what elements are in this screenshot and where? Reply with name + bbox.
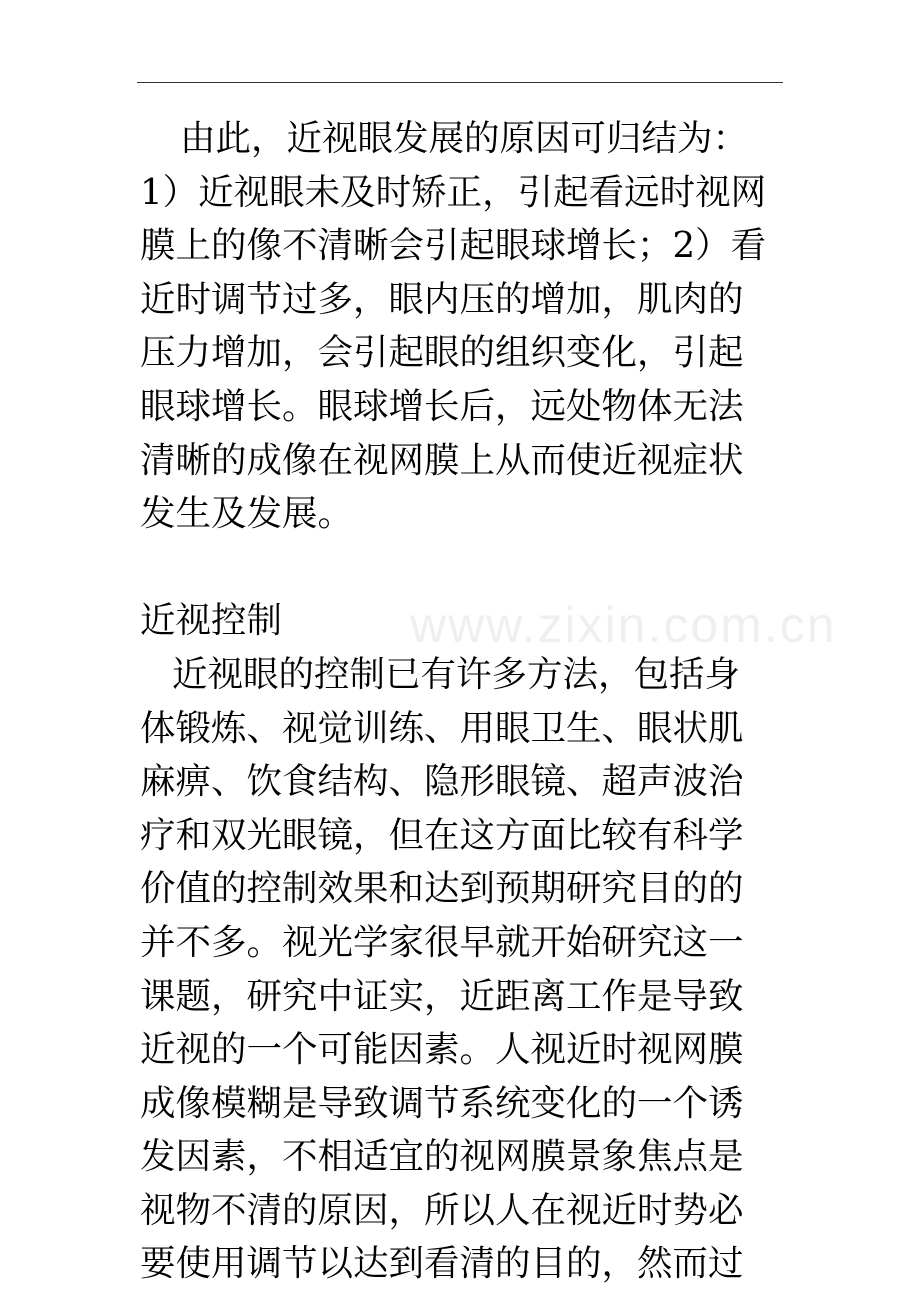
paragraph-2-line-3: 麻痹、饮食结构、隐形眼镜、超声波治: [140, 761, 744, 803]
paragraph-2-line-1: 近视眼的控制已有许多方法，包括身: [172, 653, 741, 695]
header-rule: [137, 82, 783, 83]
paragraph-1-line-3: 膜上的像不清晰会引起眼球增长；2）看: [140, 225, 767, 267]
paragraph-2-line-7: 课题，研究中证实，近距离工作是导致: [140, 975, 744, 1017]
paragraph-1-line-1: 由此，近视眼发展的原因可归结为：: [180, 118, 749, 159]
watermark: www.zixin.com.cn: [410, 597, 837, 653]
paragraph-2-line-8: 近视的一个可能因素。人视近时视网膜: [140, 1029, 744, 1071]
paragraph-1-line-4: 近时调节过多，眼内压的增加，肌肉的: [140, 278, 744, 320]
paragraph-2-line-2: 体锻炼、视觉训练、用眼卫生、眼状肌: [140, 707, 744, 749]
paragraph-1-line-2: 1）近视眼未及时矫正，引起看远时视网: [140, 171, 767, 213]
paragraph-1-line-5: 压力增加，会引起眼的组织变化，引起: [140, 332, 744, 374]
paragraph-1-line-8: 发生及发展。: [140, 493, 354, 535]
document-body: [140, 112, 780, 1291]
paragraph-2-line-5: 价值的控制效果和达到预期研究目的的: [140, 868, 744, 910]
blank-line: [140, 541, 780, 595]
paragraph-2-line-10: 发因素，不相适宜的视网膜景象焦点是: [140, 1136, 744, 1178]
paragraph-2-line-12: 要使用调节以达到看清的目的，然而过: [140, 1243, 744, 1285]
paragraph-2-line-11: 视物不清的原因，所以人在视近时势必: [140, 1189, 744, 1231]
paragraph-2-line-6: 并不多。视光学家很早就开始研究这一: [140, 921, 744, 963]
paragraph-1-line-7: 清晰的成像在视网膜上从而使近视症状: [140, 439, 744, 481]
paragraph-1-line-6: 眼球增长。眼球增长后，远处物体无法: [140, 385, 744, 427]
paragraph-2-line-4: 疗和双光眼镜，但在这方面比较有科学: [140, 814, 744, 856]
paragraph-2-line-9: 成像模糊是导致调节系统变化的一个诱: [140, 1082, 744, 1124]
section-heading: 近视控制: [140, 600, 283, 642]
